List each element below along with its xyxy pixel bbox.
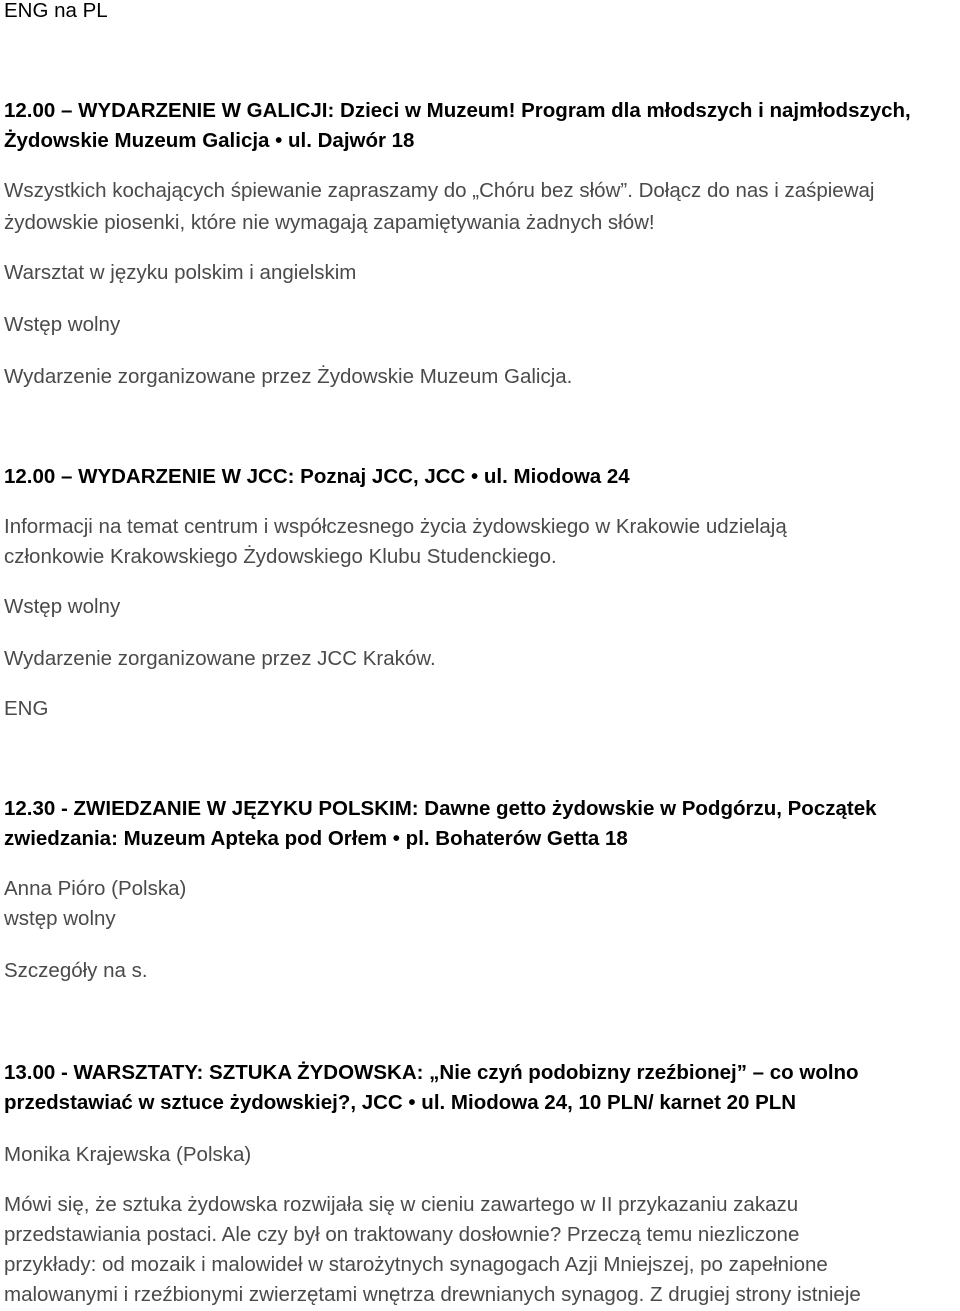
event4-desc-line4: malowanymi i rzeźbionymi zwierzętami wnętrza drewnianych synagog. Z drugiej strony istnieje (4, 1283, 861, 1306)
event1-desc-line2: żydowskie piosenki, które nie wymagają zapamiętywania żadnych słów! (4, 211, 655, 234)
event1-title-line1: 12.00 – WYDARZENIE W GALICJI: Dzieci w Muzeum! Program dla młodszych i najmłodszych, (4, 99, 911, 122)
event2-desc-line2: członkowie Krakowskiego Żydowskiego Klubu Studenckiego. (4, 545, 557, 568)
event1-language: Warsztat w języku polskim i angielskim (4, 261, 357, 284)
event3-details: Szczegóły na s. (4, 959, 148, 982)
event4-desc-line1: Mówi się, że sztuka żydowska rozwijała się w cieniu zawartego w II przykazaniu zakazu (4, 1193, 799, 1216)
event3-title-line1: 12.30 - ZWIEDZANIE W JĘZYKU POLSKIM: Dawne getto żydowskie w Podgórzu, Początek (4, 797, 877, 820)
event1-desc-line1: Wszystkich kochających śpiewanie zapraszamy do „Chóru bez słów”. Dołącz do nas i zaśpiewaj (4, 179, 875, 202)
event3-entry: wstęp wolny (4, 907, 116, 930)
event2-organizer: Wydarzenie zorganizowane przez JCC Kraków. (4, 647, 436, 670)
event4-desc-line3: przykłady: od mozaik i malowideł w starożytnych synagogach Azji Mniejszej, po zapełnione (4, 1253, 828, 1276)
event2-desc-line1: Informacji na temat centrum i współczesnego życia żydowskiego w Krakowie udzielają (4, 515, 787, 538)
event3-person: Anna Pióro (Polska) (4, 877, 187, 900)
event2-title: 12.00 – WYDARZENIE W JCC: Poznaj JCC, JCC • ul. Miodowa 24 (4, 465, 630, 488)
event1-title-line2: Żydowskie Muzeum Galicja • ul. Dajwór 18 (4, 129, 415, 152)
event3-title-line2: zwiedzania: Muzeum Apteka pod Orłem • pl. Bohaterów Getta 18 (4, 827, 628, 850)
event4-desc-line2: przedstawiania postaci. Ale czy był on traktowany dosłownie? Przeczą temu niezliczone (4, 1223, 800, 1246)
event4-title-line1: 13.00 - WARSZTATY: SZTUKA ŻYDOWSKA: „Nie czyń podobizny rzeźbionej” – co wolno (4, 1061, 859, 1084)
event2-lang: ENG (4, 697, 49, 720)
event4-person: Monika Krajewska (Polska) (4, 1143, 252, 1166)
event1-organizer: Wydarzenie zorganizowane przez Żydowskie Muzeum Galicja. (4, 365, 573, 388)
event1-entry: Wstęp wolny (4, 313, 121, 336)
page-header: ENG na PL (4, 0, 108, 22)
event2-entry: Wstęp wolny (4, 595, 121, 618)
event4-title-line2: przedstawiać w sztuce żydowskiej?, JCC • ul. Miodowa 24, 10 PLN/ karnet 20 PLN (4, 1091, 797, 1114)
